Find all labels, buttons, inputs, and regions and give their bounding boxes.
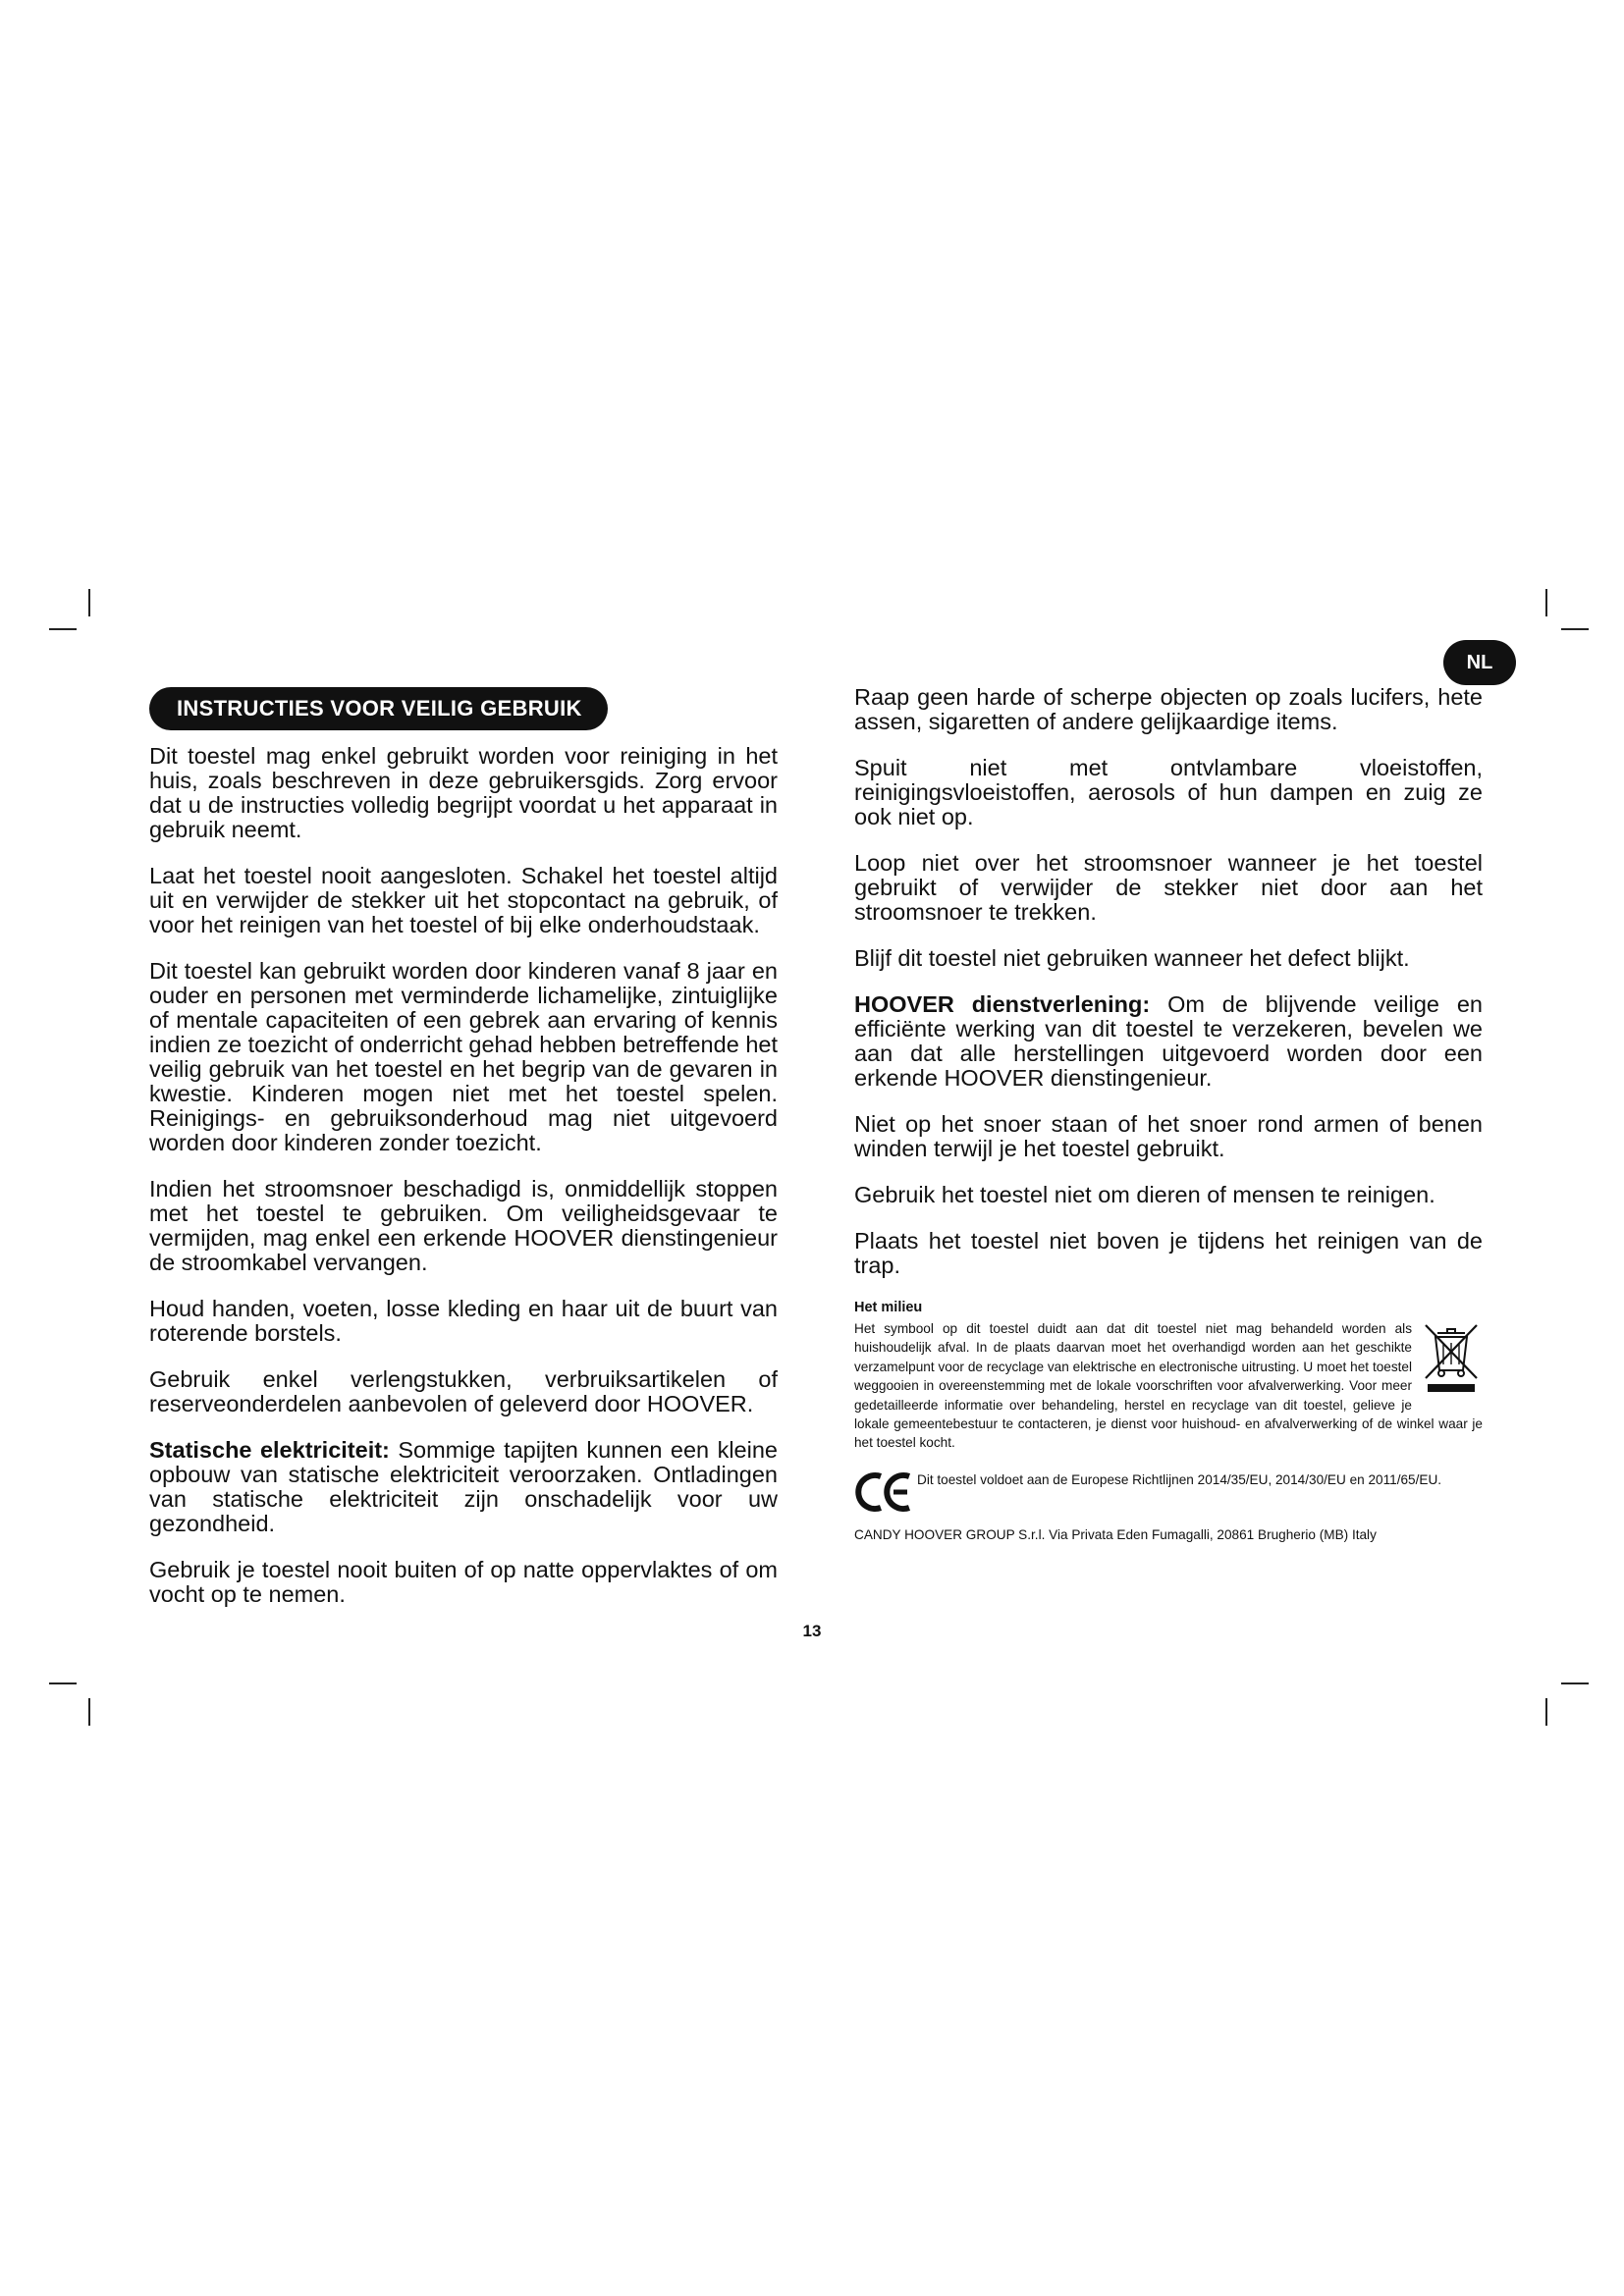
paragraph — [854, 1112, 1483, 1161]
ce-text: Dit toestel voldoet aan de Europese Richtlijnen 2014/35/EU, 2014/30/EU en 2011/65/EU. — [917, 1471, 1442, 1487]
paragraph-text: Blijf dit toestel niet gebruiken wanneer het defect blijkt. — [854, 945, 1410, 971]
paragraph — [149, 1297, 778, 1346]
crop-mark — [1561, 1682, 1589, 1684]
crop-mark — [88, 1698, 90, 1726]
right-column — [854, 685, 1483, 1542]
paragraph — [854, 1183, 1483, 1207]
paragraph — [149, 744, 778, 842]
section-title: INSTRUCTIES VOOR VEILIG GEBRUIK — [149, 687, 608, 730]
paragraph-text: Gebruik het toestel niet om dieren of mensen te reinigen. — [854, 1182, 1435, 1207]
crop-mark — [49, 628, 77, 630]
ce-declaration — [854, 1470, 1483, 1514]
paragraph — [149, 1177, 778, 1275]
paragraph-text: Dit toestel kan gebruikt worden door kinderen vanaf 8 jaar en ouder en personen met verminderde lichamelijke, zintuiglijke of mentale capaciteiten of een gebrek aan ervaring of kennis indien ze toezicht of onderricht gehad hebben betreffende het veilig gebruik van het toestel en het begrip van de gevaren in kwestie. Kinderen mogen niet met het toestel spelen. Reinigings- en gebruiksonderhoud mag niet uitgevoerd worden door kinderen zonder toezicht. — [149, 958, 778, 1155]
page-number: 13 — [802, 1622, 822, 1640]
paragraph — [854, 685, 1483, 734]
paragraph — [149, 864, 778, 937]
paragraph-text: Plaats het toestel niet boven je tijdens het reinigen van de trap. — [854, 1228, 1483, 1278]
paragraph-text: Spuit niet met ontvlambare vloeistoffen, reinigingsvloeistoffen, aerosols of hun dampen en zuig ze ook niet op. — [854, 755, 1483, 829]
crop-mark — [1561, 628, 1589, 630]
ce-mark-icon — [854, 1470, 915, 1514]
crop-mark — [49, 1682, 77, 1684]
crop-mark — [88, 589, 90, 616]
paragraph — [149, 1558, 778, 1607]
paragraph — [854, 756, 1483, 829]
manufacturer-address: CANDY HOOVER GROUP S.r.l. Via Privata Eden Fumagalli, 20861 Brugherio (MB) Italy — [854, 1526, 1377, 1542]
paragraph — [149, 959, 778, 1155]
environment-text: Het symbool op dit toestel duidt aan dat dit toestel niet mag behandeld worden als huishoudelijk afval. In de plaats daarvan moet het overhandigd worden aan het geschikte verzamelpunt voor de recyclage van elektrische en electronische uitrusting. U moet het toestel weggooien in overeenstemming met de lokale voorschriften voor afvalverwerking. Voor meer gedetailleerde informatie over behandeling, herstel en recyclage van dit toestel, gelieve je lokale gemeentebestuur te contacteren, je dienst voor huishoud- en afvalverwerking of de winkel waar je het toestel kocht. — [854, 1321, 1483, 1451]
left-paragraphs — [149, 744, 778, 1607]
paragraph — [854, 992, 1483, 1091]
paragraph-heading: HOOVER dienstverlening: — [854, 991, 1151, 1017]
paragraph-text: Om de blijvende veilige en efficiënte werking van dit toestel te verzekeren, bevelen we aan dat alle herstellingen uitgevoerd worden door een erkende HOOVER dienstingenieur. — [854, 991, 1483, 1091]
right-paragraphs — [854, 685, 1483, 1278]
paragraph — [149, 1367, 778, 1416]
paragraph-text: Sommige tapijten kunnen een kleine opbouw van statische elektriciteit veroorzaken. Ontladingen van statische elektriciteit zijn onschadelijk voor uw gezondheid. — [149, 1437, 778, 1536]
language-badge: NL — [1443, 640, 1516, 685]
left-column — [149, 687, 778, 1629]
paragraph-text: Niet op het snoer staan of het snoer rond armen of benen winden terwijl je het toestel gebruikt. — [854, 1111, 1483, 1161]
environment-section — [854, 1300, 1483, 1453]
paragraph — [149, 1438, 778, 1536]
paragraph — [854, 851, 1483, 925]
paragraph-text: Houd handen, voeten, losse kleding en haar uit de buurt van roterende borstels. — [149, 1296, 778, 1346]
paragraph-text: Raap geen harde of scherpe objecten op zoals lucifers, hete assen, sigaretten of andere gelijkaardige items. — [854, 684, 1483, 734]
paragraph-heading: Statische elektriciteit: — [149, 1437, 390, 1463]
paragraph — [854, 946, 1483, 971]
paragraph-text: Laat het toestel nooit aangesloten. Schakel het toestel altijd uit en verwijder de stekker uit het stopcontact na gebruik, of voor het reinigen van het toestel of bij elke onderhoudstaak. — [149, 863, 778, 937]
paragraph-text: Gebruik je toestel nooit buiten of op natte oppervlaktes of om vocht op te nemen. — [149, 1557, 778, 1607]
paragraph-text: Gebruik enkel verlengstukken, verbruiksartikelen of reserveonderdelen aanbevolen of geleverd door HOOVER. — [149, 1366, 778, 1416]
paragraph-text: Loop niet over het stroomsnoer wanneer je het toestel gebruikt of verwijder de stekker niet door aan het stroomsnoer te trekken. — [854, 850, 1483, 925]
paragraph-text: Dit toestel mag enkel gebruikt worden voor reiniging in het huis, zoals beschreven in deze gebruikersgids. Zorg ervoor dat u de instructies volledig begrijpt voordat u het apparaat in gebruik neemt. — [149, 743, 778, 842]
paragraph-text: Indien het stroomsnoer beschadigd is, onmiddellijk stoppen met het toestel te gebruiken. Om veiligheidsgevaar te vermijden, mag enkel een erkende HOOVER dienstingenieur de stroomkabel vervangen. — [149, 1176, 778, 1275]
paragraph — [854, 1229, 1483, 1278]
weee-bin-icon — [1418, 1319, 1483, 1394]
crop-mark — [1545, 589, 1547, 616]
crop-mark — [1545, 1698, 1547, 1726]
environment-title: Het milieu — [854, 1300, 923, 1315]
